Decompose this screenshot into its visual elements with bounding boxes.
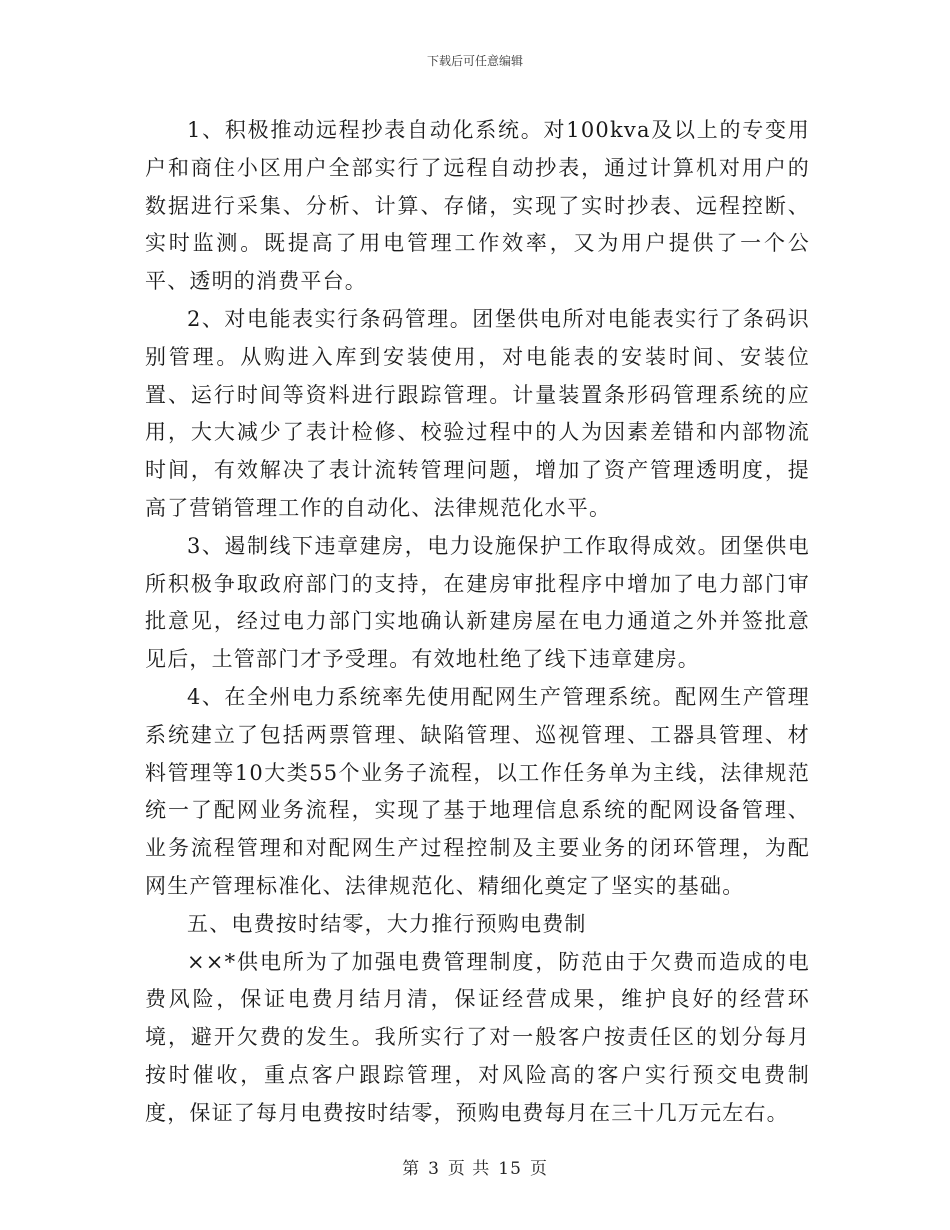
page-footer	[0, 1154, 950, 1179]
footer-current-page: 3	[428, 1159, 440, 1179]
footer-middle: 页 共	[447, 1159, 491, 1179]
page-header-note: 下载后可任意编辑	[426, 54, 523, 68]
section-heading-electricity-fee: 五、电费按时结零，大力推行预购电费制	[187, 911, 587, 936]
footer-suffix: 页	[529, 1159, 548, 1179]
paragraph-electricity-fee: ××*供电所为了加强电费管理制度，防范由于欠费而造成的电费风险，保证电费月结月清，保证经营成果，维护良好的经营环境，避开欠费的发生。我所实行了对一般客户按责任区的划分每月按时催收，重点客户跟踪管理，对风险高的客户实行预交电费制度，保证了每月电费按时结零，预购电费每月在三十几万元左右。	[145, 949, 810, 1125]
paragraph-distribution-network-system: 4、在全州电力系统率先使用配网生产管理系统。配网生产管理系统建立了包括两票管理、缺陷管理、巡视管理、工器具管理、材料管理等10大类55个业务子流程，以工作任务单为主线，法律规范统一了配网业务流程，实现了基于地理信息系统的配网设备管理、业务流程管理和对配网生产过程控制及主要业务的闭环管理，为配网生产管理标准化、法律规范化、精细化奠定了坚实的基础。	[145, 684, 810, 898]
paragraph-illegal-construction: 3、遏制线下违章建房，电力设施保护工作取得成效。团堡供电所积极争取政府部门的支持，在建房审批程序中增加了电力部门审批意见，经过电力部门实地确认新建房屋在电力通道之外并签批意见后，土管部门才予受理。有效地杜绝了线下违章建房。	[145, 533, 810, 672]
footer-prefix: 第	[402, 1159, 421, 1179]
paragraph-remote-meter-reading: 1、积极推动远程抄表自动化系统。对100kva及以上的专变用户和商住小区用户全部实行了远程自动抄表，通过计算机对用户的数据进行采集、分析、计算、存储，实现了实时抄表、远程控断、实时监测。既提高了用电管理工作效率，又为用户提供了一个公平、透明的消费平台。	[145, 118, 810, 294]
paragraph-barcode-management: 2、对电能表实行条码管理。团堡供电所对电能表实行了条码识别管理。从购进入库到安装使用，对电能表的安装时间、安装位置、运行时间等资料进行跟踪管理。计量装置条形码管理系统的应用，大大减少了表计检修、校验过程中的人为因素差错和内部物流时间，有效解决了表计流转管理问题，增加了资产管理透明度，提高了营销管理工作的自动化、法律规范化水平。	[145, 306, 810, 520]
document-body	[145, 112, 810, 1133]
footer-total-pages: 15	[498, 1159, 522, 1179]
